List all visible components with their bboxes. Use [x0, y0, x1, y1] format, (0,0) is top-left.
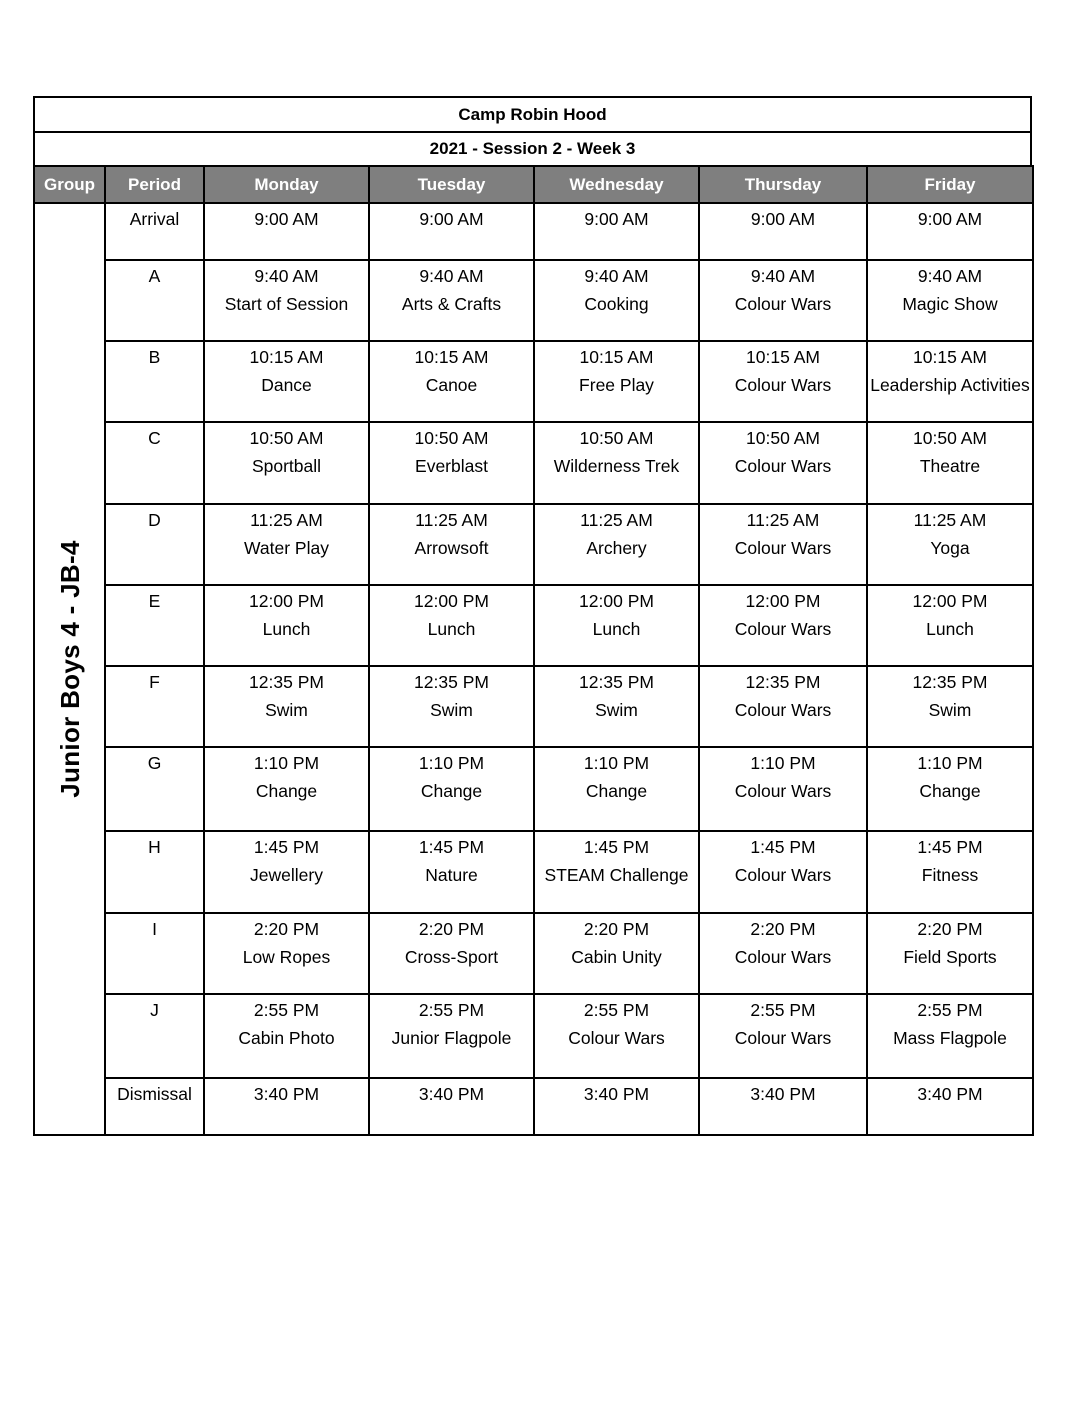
slot-time: 9:00 AM — [750, 209, 816, 229]
schedule-cell — [534, 831, 699, 913]
schedule-row — [34, 203, 1033, 260]
schedule-cell — [867, 913, 1033, 994]
slot-time: 9:00 AM — [917, 209, 983, 229]
slot-time: 3:40 PM — [583, 1084, 650, 1104]
header-tuesday: Tuesday — [369, 166, 534, 203]
schedule-cell — [867, 666, 1033, 747]
period-cell: C — [105, 422, 204, 504]
schedule-cell — [867, 585, 1033, 666]
slot-activity: Archery — [586, 538, 647, 558]
slot-time: 11:25 AM — [250, 510, 323, 530]
header-thursday: Thursday — [699, 166, 867, 203]
slot-time: 10:15 AM — [249, 347, 324, 367]
slot-time: 1:10 PM — [418, 753, 485, 773]
slot-time: 12:00 PM — [912, 591, 988, 611]
slot-time: 12:35 PM — [912, 672, 988, 692]
schedule-cell — [699, 994, 867, 1078]
schedule-cell — [534, 203, 699, 260]
period-cell: I — [105, 913, 204, 994]
schedule-cell — [369, 666, 534, 747]
schedule-cell — [699, 504, 867, 585]
schedule-cell — [204, 747, 369, 831]
slot-time: 12:00 PM — [414, 591, 489, 611]
slot-time: 11:25 AM — [746, 510, 820, 530]
schedule-cell — [369, 585, 534, 666]
slot-time: 9:00 AM — [419, 209, 484, 229]
schedule-cell — [867, 1078, 1033, 1135]
schedule-cell — [699, 1078, 867, 1135]
schedule-cell — [369, 994, 534, 1078]
schedule-cell — [369, 203, 534, 260]
schedule-cell — [534, 504, 699, 585]
slot-activity: Colour Wars — [734, 294, 832, 314]
slot-activity: Canoe — [425, 375, 478, 395]
slot-activity: Lunch — [427, 619, 476, 639]
slot-time: 10:15 AM — [746, 347, 820, 367]
slot-time: 1:10 PM — [917, 753, 983, 773]
schedule-cell — [699, 422, 867, 504]
slot-activity: Swim — [928, 700, 972, 720]
slot-activity: Colour Wars — [734, 947, 832, 967]
schedule-cell — [867, 504, 1033, 585]
slot-activity: Field Sports — [903, 947, 997, 967]
slot-time: 2:55 PM — [917, 1000, 983, 1020]
group-cell — [34, 203, 105, 1135]
schedule-cell — [699, 585, 867, 666]
period-cell: H — [105, 831, 204, 913]
slot-time: 1:10 PM — [253, 753, 320, 773]
schedule-body — [34, 203, 1033, 1135]
slot-activity: Everblast — [415, 456, 488, 476]
schedule-cell — [204, 994, 369, 1078]
slot-time: 3:40 PM — [917, 1084, 983, 1104]
header-row — [34, 166, 1033, 203]
slot-activity: Leadership Activities — [870, 375, 1030, 395]
schedule-cell — [534, 1078, 699, 1135]
slot-activity: Colour Wars — [734, 538, 832, 558]
slot-activity: Sportball — [251, 456, 322, 476]
group-label: Junior Boys 4 - JB-4 — [54, 540, 85, 798]
slot-time: 12:35 PM — [579, 672, 654, 692]
slot-activity: Yoga — [930, 538, 970, 558]
period-cell: Dismissal — [105, 1078, 204, 1135]
slot-time: 3:40 PM — [418, 1084, 485, 1104]
schedule-title: Camp Robin Hood — [33, 96, 1032, 131]
schedule-table — [33, 165, 1034, 1136]
slot-time: 11:25 AM — [580, 510, 653, 530]
slot-time: 2:20 PM — [253, 919, 320, 939]
schedule-cell — [699, 341, 867, 422]
schedule-cell — [204, 585, 369, 666]
schedule-cell — [867, 831, 1033, 913]
schedule-row — [34, 422, 1033, 504]
slot-activity: STEAM Challenge — [544, 865, 689, 885]
schedule-cell — [534, 422, 699, 504]
schedule-cell — [699, 666, 867, 747]
schedule-row — [34, 504, 1033, 585]
slot-time: 1:45 PM — [750, 837, 816, 857]
schedule-row — [34, 831, 1033, 913]
slot-time: 11:25 AM — [913, 510, 987, 530]
slot-time: 9:40 AM — [419, 266, 484, 286]
slot-time: 12:35 PM — [414, 672, 489, 692]
slot-activity: Swim — [265, 700, 308, 720]
slot-activity: Fitness — [921, 865, 979, 885]
schedule-cell — [699, 260, 867, 341]
slot-activity: Wilderness Trek — [553, 456, 680, 476]
schedule-cell — [204, 831, 369, 913]
slot-activity: Magic Show — [902, 294, 998, 314]
schedule-row — [34, 666, 1033, 747]
schedule-cell — [204, 504, 369, 585]
slot-activity: Colour Wars — [734, 865, 832, 885]
slot-activity: Colour Wars — [734, 781, 832, 801]
slot-activity: Colour Wars — [734, 700, 832, 720]
schedule-cell — [369, 504, 534, 585]
slot-time: 2:55 PM — [253, 1000, 320, 1020]
slot-time: 10:15 AM — [414, 347, 489, 367]
slot-activity: Cooking — [584, 294, 649, 314]
schedule-subtitle: 2021 - Session 2 - Week 3 — [33, 131, 1032, 165]
slot-time: 3:40 PM — [253, 1084, 320, 1104]
schedule-cell — [534, 341, 699, 422]
slot-time: 12:00 PM — [249, 591, 324, 611]
schedule-cell — [369, 341, 534, 422]
slot-time: 2:55 PM — [583, 1000, 650, 1020]
schedule-row — [34, 1078, 1033, 1135]
period-cell: F — [105, 666, 204, 747]
slot-time: 10:50 AM — [746, 428, 820, 448]
slot-time: 10:50 AM — [579, 428, 654, 448]
slot-time: 1:10 PM — [750, 753, 816, 773]
schedule-row — [34, 913, 1033, 994]
header-monday: Monday — [204, 166, 369, 203]
slot-time: 9:00 AM — [254, 209, 319, 229]
slot-activity: Arrowsoft — [414, 538, 489, 558]
slot-activity: Colour Wars — [734, 456, 832, 476]
schedule-cell — [867, 203, 1033, 260]
slot-time: 2:55 PM — [750, 1000, 816, 1020]
period-cell: E — [105, 585, 204, 666]
schedule-row — [34, 994, 1033, 1078]
slot-time: 1:45 PM — [418, 837, 485, 857]
slot-activity: Change — [420, 781, 483, 801]
slot-time: 12:00 PM — [745, 591, 821, 611]
slot-activity: Swim — [595, 700, 638, 720]
period-cell: J — [105, 994, 204, 1078]
schedule-cell — [534, 747, 699, 831]
schedule-cell — [867, 994, 1033, 1078]
slot-activity: Mass Flagpole — [893, 1028, 1007, 1048]
slot-time: 10:15 AM — [913, 347, 987, 367]
schedule-row — [34, 341, 1033, 422]
slot-activity: Swim — [430, 700, 473, 720]
slot-time: 2:20 PM — [750, 919, 816, 939]
schedule-sheet — [33, 96, 1032, 1136]
slot-activity: Theatre — [919, 456, 981, 476]
schedule-cell — [867, 260, 1033, 341]
schedule-cell — [204, 666, 369, 747]
slot-time: 1:45 PM — [253, 837, 320, 857]
schedule-cell — [204, 203, 369, 260]
slot-time: 11:25 AM — [415, 510, 488, 530]
slot-activity: Change — [255, 781, 318, 801]
header-group: Group — [34, 166, 105, 203]
schedule-cell — [867, 341, 1033, 422]
slot-activity: Colour Wars — [734, 619, 832, 639]
schedule-cell — [699, 831, 867, 913]
slot-activity: Change — [919, 781, 981, 801]
slot-activity: Lunch — [926, 619, 974, 639]
schedule-cell — [867, 747, 1033, 831]
schedule-cell — [204, 913, 369, 994]
header-wednesday: Wednesday — [534, 166, 699, 203]
slot-time: 9:00 AM — [584, 209, 649, 229]
slot-time: 9:40 AM — [584, 266, 649, 286]
slot-activity: Water Play — [244, 538, 329, 558]
header-friday: Friday — [867, 166, 1033, 203]
schedule-cell — [369, 1078, 534, 1135]
schedule-cell — [369, 831, 534, 913]
schedule-cell — [204, 1078, 369, 1135]
schedule-cell — [534, 260, 699, 341]
slot-time: 2:55 PM — [418, 1000, 485, 1020]
schedule-cell — [699, 203, 867, 260]
slot-time: 12:35 PM — [249, 672, 324, 692]
slot-activity: Colour Wars — [734, 375, 832, 395]
period-cell: D — [105, 504, 204, 585]
period-cell: G — [105, 747, 204, 831]
schedule-cell — [369, 422, 534, 504]
schedule-cell — [699, 747, 867, 831]
slot-time: 9:40 AM — [917, 266, 983, 286]
slot-time: 1:45 PM — [917, 837, 983, 857]
slot-activity: Jewellery — [250, 865, 323, 885]
slot-activity: Colour Wars — [734, 1028, 832, 1048]
slot-activity: Junior Flagpole — [391, 1028, 512, 1048]
slot-activity: Free Play — [579, 375, 654, 395]
slot-time: 9:40 AM — [750, 266, 816, 286]
period-cell: A — [105, 260, 204, 341]
slot-time: 3:40 PM — [750, 1084, 816, 1104]
schedule-cell — [534, 666, 699, 747]
slot-time: 10:50 AM — [249, 428, 324, 448]
schedule-cell — [204, 422, 369, 504]
slot-activity: Start of Session — [224, 294, 349, 314]
period-cell: B — [105, 341, 204, 422]
slot-activity: Dance — [261, 375, 312, 395]
schedule-cell — [867, 422, 1033, 504]
slot-activity: Arts & Crafts — [401, 294, 502, 314]
slot-time: 2:20 PM — [917, 919, 983, 939]
schedule-cell — [534, 913, 699, 994]
slot-activity: Cross-Sport — [404, 947, 499, 967]
slot-time: 9:40 AM — [254, 266, 319, 286]
slot-time: 10:15 AM — [579, 347, 654, 367]
slot-time: 1:10 PM — [583, 753, 650, 773]
slot-time: 12:00 PM — [579, 591, 654, 611]
schedule-cell — [699, 913, 867, 994]
schedule-row — [34, 585, 1033, 666]
schedule-row — [34, 747, 1033, 831]
slot-activity: Low Ropes — [242, 947, 331, 967]
slot-time: 10:50 AM — [414, 428, 489, 448]
schedule-cell — [369, 260, 534, 341]
slot-activity: Change — [585, 781, 648, 801]
slot-activity: Cabin Unity — [571, 947, 662, 967]
schedule-row — [34, 260, 1033, 341]
slot-time: 10:50 AM — [913, 428, 987, 448]
slot-activity: Lunch — [262, 619, 311, 639]
slot-time: 1:45 PM — [583, 837, 650, 857]
slot-time: 2:20 PM — [418, 919, 485, 939]
schedule-cell — [204, 341, 369, 422]
schedule-cell — [534, 994, 699, 1078]
header-period: Period — [105, 166, 204, 203]
slot-time: 2:20 PM — [583, 919, 650, 939]
period-cell: Arrival — [105, 203, 204, 260]
slot-activity: Nature — [425, 865, 478, 885]
slot-activity: Colour Wars — [568, 1028, 665, 1048]
slot-time: 12:35 PM — [745, 672, 821, 692]
schedule-cell — [369, 747, 534, 831]
schedule-cell — [534, 585, 699, 666]
slot-activity: Cabin Photo — [238, 1028, 335, 1048]
slot-activity: Lunch — [592, 619, 641, 639]
schedule-cell — [369, 913, 534, 994]
schedule-cell — [204, 260, 369, 341]
